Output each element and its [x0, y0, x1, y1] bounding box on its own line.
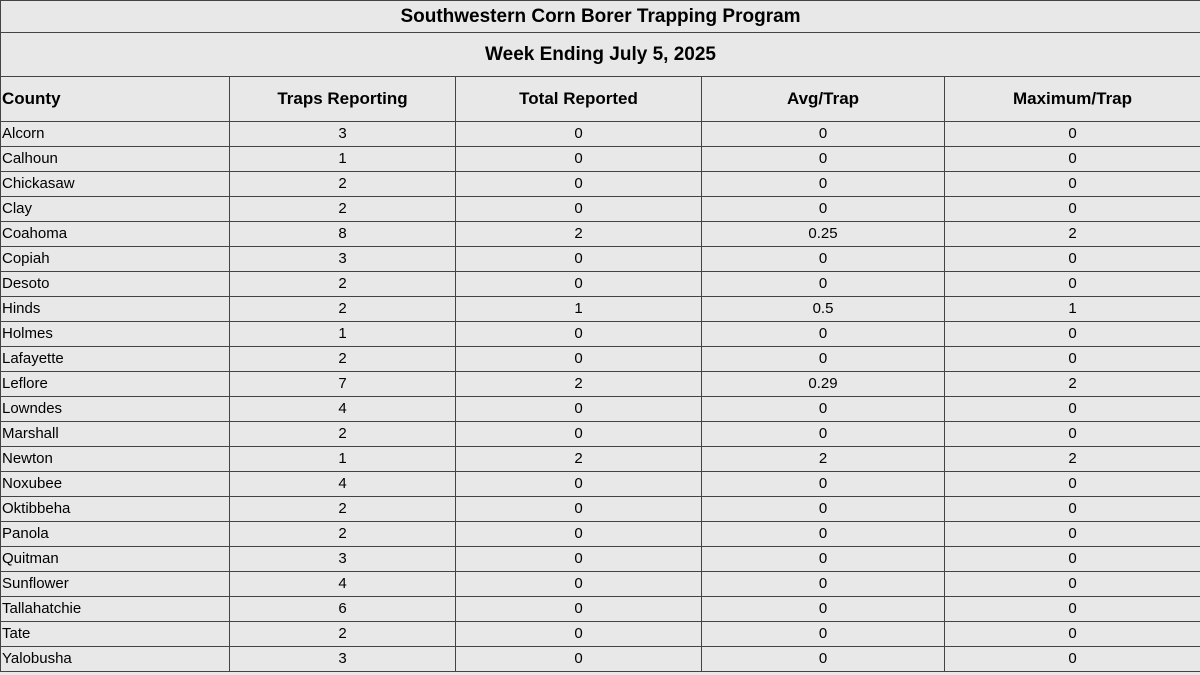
total-reported-cell: 2: [456, 372, 702, 397]
maximum-per-trap-cell: 0: [945, 597, 1200, 622]
total-reported-cell: 0: [456, 347, 702, 372]
total-reported-cell: 0: [456, 272, 702, 297]
avg-per-trap-cell: 0: [702, 597, 945, 622]
avg-per-trap-cell: 0: [702, 422, 945, 447]
report-title: Southwestern Corn Borer Trapping Program: [1, 1, 1200, 33]
traps-reporting-cell: 8: [230, 222, 456, 247]
avg-per-trap-cell: 0.5: [702, 297, 945, 322]
maximum-per-trap-cell: 1: [945, 297, 1200, 322]
total-reported-cell: 0: [456, 647, 702, 672]
total-reported-cell: 0: [456, 247, 702, 272]
county-cell: Tate: [1, 622, 230, 647]
table-row: [1, 297, 1200, 322]
county-cell: Noxubee: [1, 472, 230, 497]
traps-reporting-cell: 6: [230, 597, 456, 622]
traps-reporting-cell: 2: [230, 347, 456, 372]
table-row: [1, 472, 1200, 497]
total-reported-cell: 2: [456, 447, 702, 472]
table-row: [1, 372, 1200, 397]
total-reported-cell: 0: [456, 622, 702, 647]
table-row: [1, 247, 1200, 272]
traps-reporting-cell: 4: [230, 397, 456, 422]
maximum-per-trap-cell: 2: [945, 447, 1200, 472]
maximum-per-trap-cell: 0: [945, 197, 1200, 222]
total-reported-cell: 0: [456, 522, 702, 547]
county-cell: Oktibbeha: [1, 497, 230, 522]
column-header-county: County: [1, 77, 230, 122]
maximum-per-trap-cell: 0: [945, 472, 1200, 497]
avg-per-trap-cell: 0.29: [702, 372, 945, 397]
county-cell: Coahoma: [1, 222, 230, 247]
avg-per-trap-cell: 0: [702, 172, 945, 197]
traps-reporting-cell: 4: [230, 472, 456, 497]
total-reported-cell: 1: [456, 297, 702, 322]
avg-per-trap-cell: 0: [702, 247, 945, 272]
maximum-per-trap-cell: 0: [945, 247, 1200, 272]
traps-reporting-cell: 4: [230, 572, 456, 597]
traps-reporting-cell: 2: [230, 297, 456, 322]
table-row: [1, 172, 1200, 197]
county-cell: Holmes: [1, 322, 230, 347]
table-row: [1, 122, 1200, 147]
traps-reporting-cell: 7: [230, 372, 456, 397]
table-row: [1, 197, 1200, 222]
table-row: [1, 322, 1200, 347]
traps-reporting-cell: 3: [230, 547, 456, 572]
maximum-per-trap-cell: 0: [945, 122, 1200, 147]
avg-per-trap-cell: 0: [702, 522, 945, 547]
county-cell: Copiah: [1, 247, 230, 272]
table-row: [1, 497, 1200, 522]
maximum-per-trap-cell: 0: [945, 572, 1200, 597]
total-reported-cell: 0: [456, 147, 702, 172]
subtitle-row: [1, 33, 1200, 77]
county-cell: Newton: [1, 447, 230, 472]
total-reported-cell: 0: [456, 597, 702, 622]
avg-per-trap-cell: 0.25: [702, 222, 945, 247]
county-cell: Lafayette: [1, 347, 230, 372]
maximum-per-trap-cell: 0: [945, 622, 1200, 647]
county-cell: Desoto: [1, 272, 230, 297]
traps-reporting-cell: 2: [230, 172, 456, 197]
county-cell: Quitman: [1, 547, 230, 572]
traps-reporting-cell: 3: [230, 647, 456, 672]
table-row: [1, 572, 1200, 597]
county-cell: Yalobusha: [1, 647, 230, 672]
total-reported-cell: 0: [456, 122, 702, 147]
total-reported-cell: 0: [456, 322, 702, 347]
avg-per-trap-cell: 0: [702, 647, 945, 672]
county-cell: Alcorn: [1, 122, 230, 147]
table-row: [1, 597, 1200, 622]
table-row: [1, 647, 1200, 672]
avg-per-trap-cell: 0: [702, 397, 945, 422]
column-header-maximum-per-trap: Maximum/Trap: [945, 77, 1200, 122]
total-reported-cell: 0: [456, 172, 702, 197]
traps-reporting-cell: 1: [230, 147, 456, 172]
avg-per-trap-cell: 0: [702, 347, 945, 372]
county-cell: Lowndes: [1, 397, 230, 422]
maximum-per-trap-cell: 0: [945, 322, 1200, 347]
county-cell: Panola: [1, 522, 230, 547]
avg-per-trap-cell: 0: [702, 547, 945, 572]
maximum-per-trap-cell: 0: [945, 422, 1200, 447]
avg-per-trap-cell: 0: [702, 497, 945, 522]
avg-per-trap-cell: 0: [702, 322, 945, 347]
title-row: [1, 1, 1200, 33]
traps-reporting-cell: 1: [230, 322, 456, 347]
maximum-per-trap-cell: 0: [945, 172, 1200, 197]
maximum-per-trap-cell: 0: [945, 347, 1200, 372]
maximum-per-trap-cell: 2: [945, 222, 1200, 247]
column-header-traps-reporting: Traps Reporting: [230, 77, 456, 122]
table-row: [1, 272, 1200, 297]
maximum-per-trap-cell: 0: [945, 397, 1200, 422]
maximum-per-trap-cell: 0: [945, 522, 1200, 547]
total-reported-cell: 0: [456, 497, 702, 522]
column-header-total-reported: Total Reported: [456, 77, 702, 122]
table-row: [1, 522, 1200, 547]
column-header-avg-per-trap: Avg/Trap: [702, 77, 945, 122]
traps-reporting-cell: 3: [230, 247, 456, 272]
county-cell: Calhoun: [1, 147, 230, 172]
maximum-per-trap-cell: 0: [945, 497, 1200, 522]
county-cell: Hinds: [1, 297, 230, 322]
avg-per-trap-cell: 0: [702, 147, 945, 172]
county-cell: Tallahatchie: [1, 597, 230, 622]
avg-per-trap-cell: 0: [702, 472, 945, 497]
traps-reporting-cell: 2: [230, 522, 456, 547]
avg-per-trap-cell: 0: [702, 272, 945, 297]
traps-reporting-cell: 3: [230, 122, 456, 147]
total-reported-cell: 0: [456, 572, 702, 597]
maximum-per-trap-cell: 0: [945, 647, 1200, 672]
report-subtitle: Week Ending July 5, 2025: [1, 33, 1200, 77]
avg-per-trap-cell: 0: [702, 197, 945, 222]
table-row: [1, 422, 1200, 447]
table-row: [1, 222, 1200, 247]
table-body: [1, 122, 1200, 672]
county-cell: Marshall: [1, 422, 230, 447]
county-cell: Chickasaw: [1, 172, 230, 197]
table-row: [1, 347, 1200, 372]
column-header-row: [1, 77, 1200, 122]
total-reported-cell: 2: [456, 222, 702, 247]
table-row: [1, 622, 1200, 647]
table-row: [1, 447, 1200, 472]
traps-reporting-cell: 2: [230, 422, 456, 447]
avg-per-trap-cell: 0: [702, 622, 945, 647]
county-cell: Clay: [1, 197, 230, 222]
total-reported-cell: 0: [456, 547, 702, 572]
avg-per-trap-cell: 2: [702, 447, 945, 472]
table-row: [1, 547, 1200, 572]
maximum-per-trap-cell: 2: [945, 372, 1200, 397]
traps-reporting-cell: 2: [230, 272, 456, 297]
table-row: [1, 397, 1200, 422]
maximum-per-trap-cell: 0: [945, 272, 1200, 297]
total-reported-cell: 0: [456, 397, 702, 422]
traps-reporting-cell: 1: [230, 447, 456, 472]
traps-reporting-cell: 2: [230, 497, 456, 522]
total-reported-cell: 0: [456, 472, 702, 497]
county-cell: Leflore: [1, 372, 230, 397]
traps-reporting-cell: 2: [230, 622, 456, 647]
avg-per-trap-cell: 0: [702, 122, 945, 147]
table-row: [1, 147, 1200, 172]
total-reported-cell: 0: [456, 422, 702, 447]
maximum-per-trap-cell: 0: [945, 547, 1200, 572]
traps-reporting-cell: 2: [230, 197, 456, 222]
total-reported-cell: 0: [456, 197, 702, 222]
county-cell: Sunflower: [1, 572, 230, 597]
avg-per-trap-cell: 0: [702, 572, 945, 597]
maximum-per-trap-cell: 0: [945, 147, 1200, 172]
